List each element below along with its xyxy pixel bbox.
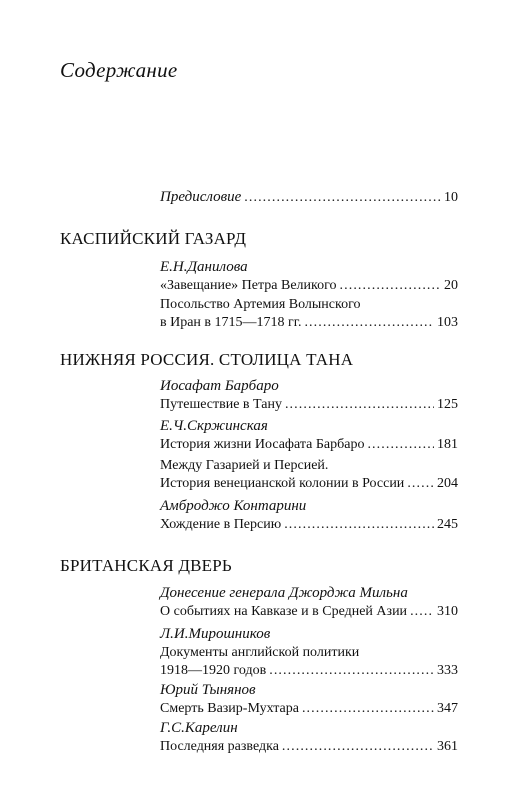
entry-title: 1918—1920 годов xyxy=(160,663,267,678)
entry-title-line: Посольство Артемия Волынского xyxy=(160,297,361,312)
entry-title: О событиях на Кавказе и в Средней Азии xyxy=(160,604,408,619)
toc-entry-venetian-colony[interactable] xyxy=(160,457,458,493)
toc-entry-danilova[interactable] xyxy=(160,257,458,295)
toc-entry-tynyanov[interactable] xyxy=(160,680,458,718)
entry-author: Г.С.Карелин xyxy=(160,720,238,736)
page-number: 181 xyxy=(437,437,458,452)
page-number: 10 xyxy=(444,190,458,205)
dot-leader xyxy=(244,189,441,207)
page-number: 204 xyxy=(437,476,458,491)
section-heading-british-door: БРИТАНСКАЯ ДВЕРЬ xyxy=(60,556,232,575)
entry-author: Донесение генерала Джорджа Мильна xyxy=(160,585,408,601)
entry-title: «Завещание» Петра Великого xyxy=(160,278,337,293)
dot-leader xyxy=(302,700,434,718)
dot-leader xyxy=(367,436,434,454)
entry-author: Л.И.Мирошников xyxy=(160,626,271,642)
page-number: 333 xyxy=(437,663,458,678)
dot-leader xyxy=(282,738,434,756)
dot-leader xyxy=(304,314,434,332)
entry-title-line: Документы английской политики xyxy=(160,645,360,660)
toc-entry-milne[interactable] xyxy=(160,583,458,621)
dot-leader xyxy=(410,603,434,621)
entry-title: в Иран в 1715—1718 гг. xyxy=(160,315,302,330)
dot-leader xyxy=(407,475,434,493)
toc-entry-contarini[interactable] xyxy=(160,496,458,534)
toc-title: Содержание xyxy=(60,58,178,82)
dot-leader xyxy=(284,516,434,534)
entry-title-line: Между Газарией и Персией. xyxy=(160,458,329,473)
section-heading-lower-russia: НИЖНЯЯ РОССИЯ. СТОЛИЦА ТАНА xyxy=(60,350,354,369)
toc-entry-volynsky[interactable] xyxy=(160,296,458,332)
entry-title: История венецианской колонии в России xyxy=(160,476,405,491)
dot-leader xyxy=(285,396,434,414)
page-number: 245 xyxy=(437,517,458,532)
entry-title: Смерть Вазир-Мухтара xyxy=(160,701,299,716)
entry-author: Юрий Тынянов xyxy=(160,682,256,698)
dot-leader xyxy=(269,662,434,680)
entry-author: Иосафат Барбаро xyxy=(160,378,279,394)
page-number: 347 xyxy=(437,701,458,716)
page-number: 361 xyxy=(437,739,458,754)
entry-author: Амброджо Контарини xyxy=(160,498,307,514)
entry-title: Путешествие в Тану xyxy=(160,397,282,412)
section-heading-caspian: КАСПИЙСКИЙ ГАЗАРД xyxy=(60,229,247,248)
entry-title: История жизни Иосафата Барбаро xyxy=(160,437,365,452)
entry-author: Е.Ч.Скржинская xyxy=(160,418,268,434)
entry-title: Последняя разведка xyxy=(160,739,279,754)
toc-entry-miroshnikov[interactable] xyxy=(160,624,458,680)
dot-leader xyxy=(340,277,441,295)
page-number: 310 xyxy=(437,604,458,619)
entry-author: Е.Н.Данилова xyxy=(160,259,248,275)
entry-title: Предисловие xyxy=(160,189,242,205)
page-number: 125 xyxy=(437,397,458,412)
toc-entry-karelin[interactable] xyxy=(160,718,458,756)
page-number: 20 xyxy=(444,278,458,293)
toc-entry-preface[interactable] xyxy=(160,188,458,207)
toc-entry-skrzhinskaya[interactable] xyxy=(160,416,458,454)
entry-title: Хождение в Персию xyxy=(160,517,282,532)
toc-entry-barbaro[interactable] xyxy=(160,376,458,414)
page-number: 103 xyxy=(437,315,458,330)
